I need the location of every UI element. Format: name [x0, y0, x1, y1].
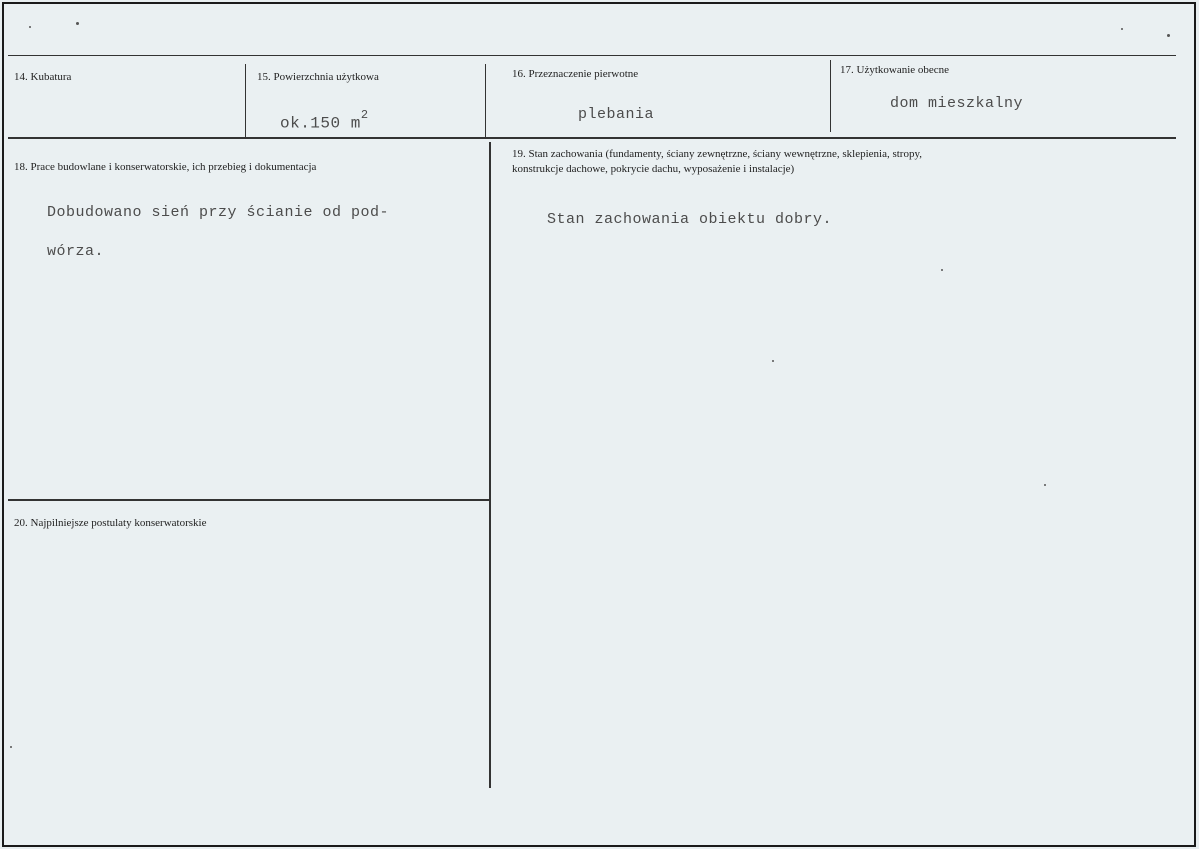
field-15-value [280, 108, 369, 133]
row3-top-rule [8, 499, 490, 501]
scan-speck [1167, 34, 1170, 37]
field-20-label: 20. Najpilniejsze postulaty konserwatorskie [14, 517, 207, 529]
divider-14-15 [245, 64, 246, 139]
field-18-value-line2: wórza. [47, 243, 105, 260]
divider-16-17 [830, 60, 831, 132]
field-17-value: dom mieszkalny [890, 95, 1024, 112]
main-vertical-divider [489, 142, 491, 788]
field-18-value-line1: Dobudowano sień przy ścianie od pod- [47, 204, 390, 221]
field-19-label-line1: 19. Stan zachowania (fundamenty, ściany zewnętrzne, ściany wewnętrzne, sklepienia, stropy, [512, 148, 923, 160]
form-sheet [2, 2, 1196, 847]
field-15-value-exponent: 2 [360, 108, 369, 122]
field-16-label: 16. Przeznaczenie pierwotne [512, 68, 639, 80]
scan-speck [772, 360, 774, 362]
field-19-label-line2: konstrukcje dachowe, pokrycie dachu, wyposażenie i instalacje) [512, 163, 795, 175]
top-rule [8, 55, 1176, 56]
scan-speck [10, 746, 12, 748]
scan-speck [1044, 484, 1046, 486]
scan-speck [76, 22, 79, 25]
row1-bottom-rule [8, 137, 1176, 139]
field-19-value: Stan zachowania obiektu dobry. [547, 211, 833, 228]
scan-speck [1121, 28, 1123, 30]
field-18-label: 18. Prace budowlane i konserwatorskie, ich przebieg i dokumentacja [14, 161, 317, 173]
field-15-value-text: ok.150 m [280, 114, 361, 133]
field-14-label: 14. Kubatura [14, 71, 72, 83]
field-15-label: 15. Powierzchnia użytkowa [257, 71, 379, 83]
field-16-value: plebania [578, 106, 655, 123]
scan-speck [29, 26, 31, 28]
scan-speck [941, 269, 943, 271]
field-17-label: 17. Użytkowanie obecne [840, 64, 950, 76]
divider-15-16 [485, 64, 486, 139]
